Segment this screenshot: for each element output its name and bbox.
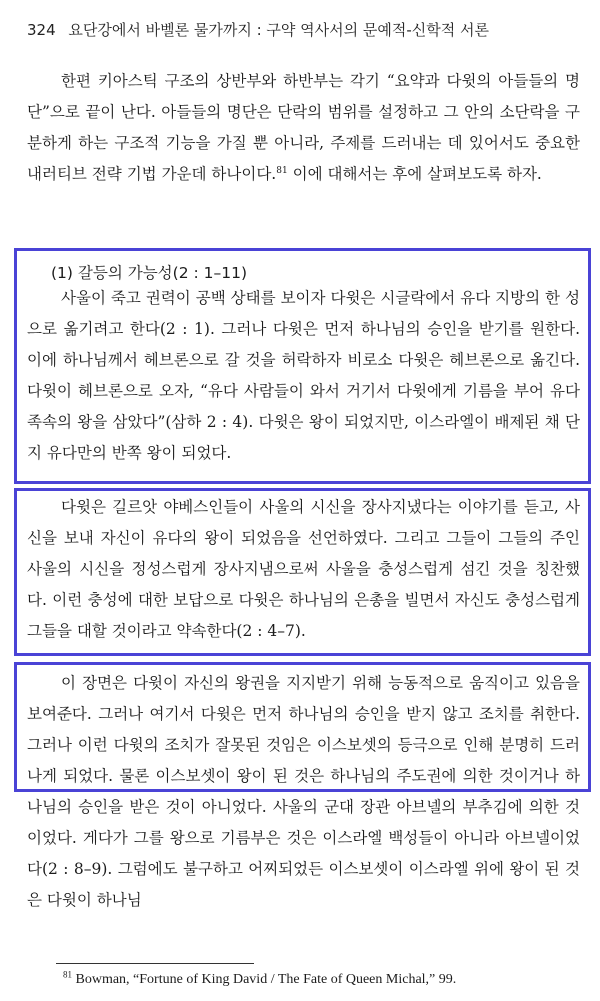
paragraph-conflict: 사울이 죽고 권력이 공백 상태를 보이자 다윗은 시글락에서 유다 지방의 한 성으로 옮기려고 한다(2 : 1). 그러나 다윗은 먼저 하나님의 승인을 받기를 원한다. 이에 하나님께서 헤브론으로 갈 것을 허락하자 비로소 다윗은 헤브론으로 옮긴다. 다윗이 헤브론으로 오자, “유다 사람들이 와서 거기서 다윗에게 기름을 부어 유다 족속의 왕을 삼았다”(삼하 2 : 4). 다윗은 왕이 되었지만, 이스라엘이 배제된 채 단지 유다만의 반쪽 왕이 되었다.: [27, 289, 580, 462]
footnote-reference[interactable]: 81: [276, 165, 288, 176]
paragraph-intro: [27, 66, 580, 190]
page-number: 324: [27, 21, 56, 39]
paragraph-intro-tail: 이에 대해서는 후에 살펴보도록 하자.: [287, 165, 542, 183]
footnote: [63, 970, 593, 990]
paragraph-jabesh: 다윗은 길르앗 야베스인들이 사울의 시신을 장사지냈다는 이야기를 듣고, 사신을 보내 자신이 유다의 왕이 되었음을 선언하였다. 그리고 그들이 그들의 주인 사울의 시신을 정성스럽게 장사지냄으로써 사울을 충성스럽게 섬긴 것을 칭찬했다. 이런 충성에 대한 보답으로 다윗은 하나님의 은총을 빌면서 자신도 충성스럽게 그들을 대할 것이라고 약속한다(2 : 4–7).: [27, 498, 580, 640]
footnote-number: 81: [63, 969, 72, 980]
section-subheading: (1) 갈등의 가능성(2 : 1–11): [51, 264, 248, 282]
footnote-text: Bowman, “Fortune of King David / The Fate of Queen Michal,” 99.: [72, 972, 457, 987]
running-header: [27, 20, 587, 40]
footnote-divider: [56, 963, 254, 964]
paragraph-analysis: 이 장면은 다윗이 자신의 왕권을 지지받기 위해 능동적으로 움직이고 있음을 보여준다. 그러나 여기서 다윗은 먼저 하나님의 승인을 받지 않고 조치를 취한다. 그러나 이런 다윗의 조치가 잘못된 것임은 이스보셋의 등극으로 인해 분명히 드러나게 되었다. 물론 이스보셋이 왕이 된 것은 하나님의 주도권에 의한 것이거나 하나님의 승인을 받은 것이 아니었다. 사울의 군대 장관 아브넬의 부추김에 의한 것이었다. 게다가 그를 왕으로 기름부은 것은 이스라엘 백성들이 아니라 아브넬이었다(2 : 8–9). 그럼에도 불구하고 어찌되었든 이스보셋이 이스라엘 위에 왕이 된 것은 다윗이 하나님: [27, 674, 580, 909]
paragraph-intro-text: 한편 키아스틱 구조의 상반부와 하반부는 각기 “요약과 다윗의 아들들의 명단”으로 끝이 난다. 아들들의 명단은 단락의 범위를 설정하고 그 안의 소단락을 구분하게 하는 구조적 기능을 가질 뿐 아니라, 주제를 드러내는 데 있어서도 중요한 내러티브 전략 기법 가운데 하나이다.: [27, 72, 580, 183]
running-title: 요단강에서 바벨론 물가까지 : 구약 역사서의 문예적-신학적 서론: [68, 21, 490, 39]
